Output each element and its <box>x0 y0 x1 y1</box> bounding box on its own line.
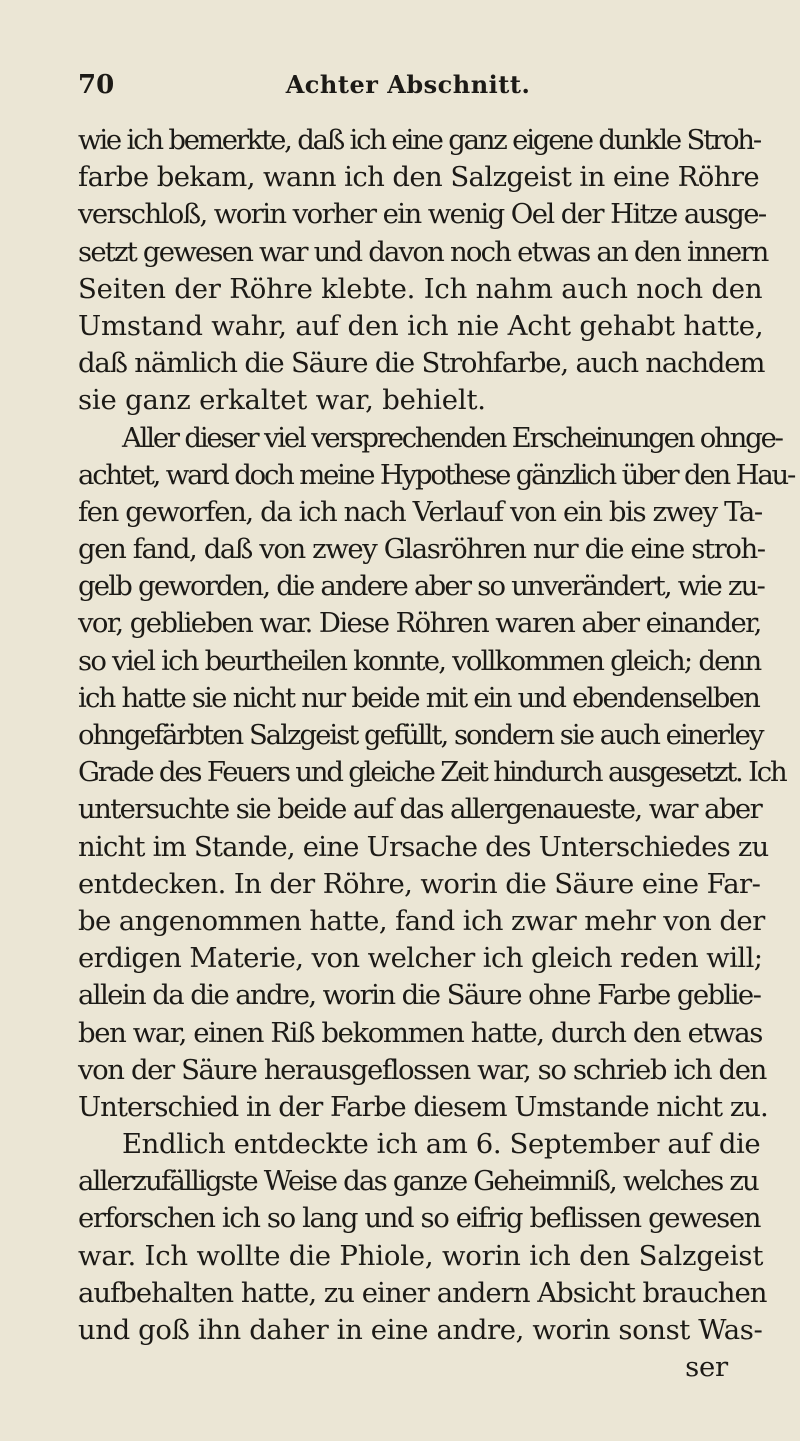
text-line: ich hatte sie nicht nur beide mit ein und ebendenselben <box>78 681 759 714</box>
text-line: aufbehalten hatte, zu einer andern Absicht brauchen <box>78 1276 767 1309</box>
text-line: Seiten der Röhre klebte. Ich nahm auch noch den <box>78 272 763 305</box>
paragraph-start-line: Aller dieser viel versprechenden Erscheinungen ohnge- <box>122 421 782 454</box>
text-body <box>78 122 795 1386</box>
text-line: daß nämlich die Säure die Strohfarbe, auch nachdem <box>78 347 765 380</box>
running-head: Achter Abschnitt. <box>285 70 531 99</box>
text-line: erdigen Materie, von welcher ich gleich reden will; <box>78 942 763 975</box>
text-line: be angenommen hatte, fand ich zwar mehr von der <box>78 904 765 937</box>
text-line: wie ich bemerkte, daß ich eine ganz eigene dunkle Stroh- <box>78 124 760 156</box>
text-line: farbe bekam, wann ich den Salzgeist in eine Röhre <box>78 161 760 194</box>
text-line: sie ganz erkaltet war, behielt. <box>78 384 486 417</box>
text-line: erforschen ich so lang und so eifrig beflissen gewesen <box>78 1202 761 1235</box>
text-line: setzt gewesen war und davon noch etwas an den innern <box>78 235 768 268</box>
text-line: so viel ich beurtheilen konnte, vollkommen gleich; denn <box>78 644 761 677</box>
text-line: gelb geworden, die andere aber so unverändert, wie zu- <box>78 570 765 603</box>
text-line: achtet, ward doch meine Hypothese gänzlich über den Hau- <box>78 458 795 491</box>
text-line: nicht im Stande, eine Ursache des Unterschiedes zu <box>78 830 769 863</box>
page-number: 70 <box>78 70 115 100</box>
text-line: Umstand wahr, auf den ich nie Acht gehabt hatte, <box>78 309 764 342</box>
text-line: entdecken. In der Röhre, worin die Säure eine Far- <box>78 867 761 900</box>
text-line: Grade des Feuers und gleiche Zeit hindurch ausgesetzt. Ich <box>78 756 786 789</box>
page-header <box>78 70 738 106</box>
text-line: Unterschied in der Farbe diesem Umstande nicht zu. <box>78 1090 768 1123</box>
text-line: allerzufälligste Weise das ganze Geheimniß, welches zu <box>78 1165 758 1198</box>
text-line: von der Säure herausgeflossen war, so schrieb ich den <box>78 1053 766 1086</box>
text-line: war. Ich wollte die Phiole, worin ich den Salzgeist <box>78 1239 764 1272</box>
text-line: fen geworfen, da ich nach Verlauf von ein bis zwey Ta- <box>78 495 762 528</box>
text-line: und goß ihn daher in eine andre, worin sonst Was- <box>78 1314 763 1346</box>
text-line: vor, geblieben war. Diese Röhren waren aber einander, <box>78 607 761 640</box>
text-line: gen fand, daß von zwey Glasröhren nur die eine stroh- <box>78 533 765 566</box>
text-line: verschloß, worin vorher ein wenig Oel der Hitze ausge- <box>78 198 766 231</box>
catchword: ser <box>685 1351 728 1384</box>
text-line: allein da die andre, worin die Säure ohne Farbe geblie- <box>78 979 761 1012</box>
text-line: ben war, einen Riß bekommen hatte, durch den etwas <box>78 1016 762 1049</box>
text-line: ohngefärbten Salzgeist gefüllt, sondern sie auch einerley <box>78 719 763 751</box>
paragraph-start-line: Endlich entdeckte ich am 6. September auf die <box>122 1128 761 1161</box>
text-line: untersuchte sie beide auf das allergenaueste, war aber <box>78 793 762 826</box>
